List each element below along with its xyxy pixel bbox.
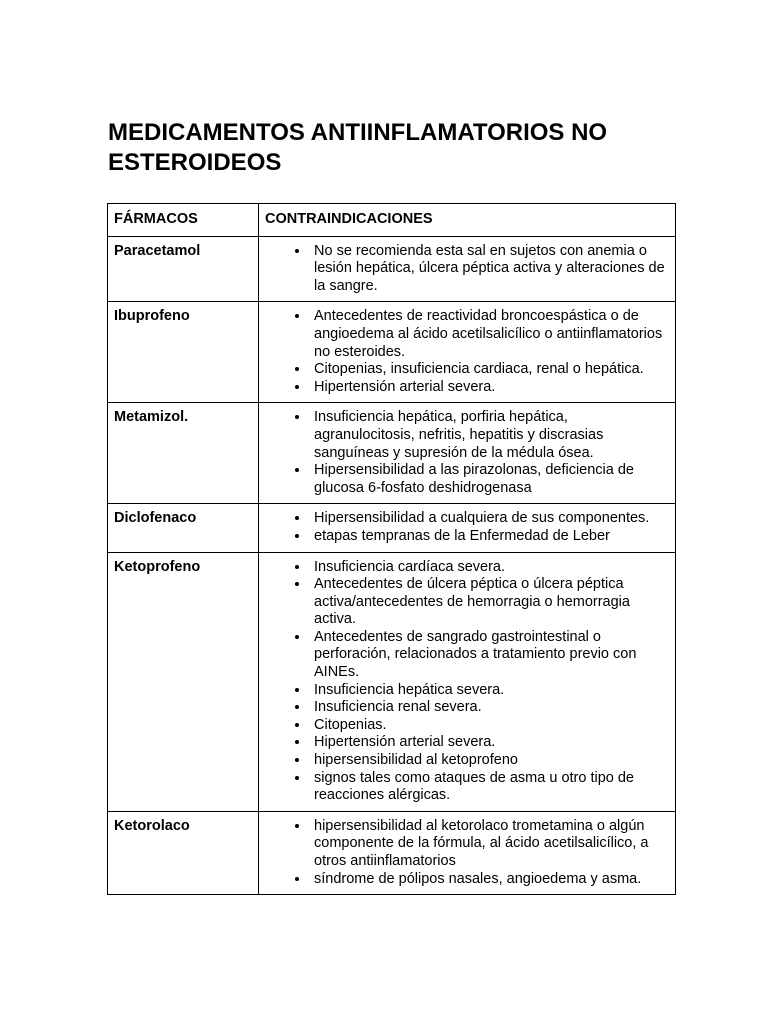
table-row <box>108 811 676 894</box>
list-item: • Insuficiencia renal severa. <box>310 699 669 717</box>
contraindications-list <box>265 409 669 497</box>
list-item: • Citopenias, insuficiencia cardiaca, renal o hepática. <box>310 361 669 379</box>
table-row <box>108 403 676 504</box>
contraindications-cell <box>259 403 676 504</box>
list-item: • Antecedentes de úlcera péptica o úlcera péptica activa/antecedentes de hemorragia o hemorragia activa. <box>310 576 669 629</box>
list-item: • No se recomienda esta sal en sujetos con anemia o lesión hepática, úlcera péptica activa y alteraciones de la sangre. <box>310 243 669 296</box>
list-item: • etapas tempranas de la Enfermedad de Leber <box>310 528 669 546</box>
header-contraindicaciones: CONTRAINDICACIONES <box>259 204 676 237</box>
table-row <box>108 504 676 552</box>
contraindications-cell <box>259 236 676 302</box>
contraindications-cell <box>259 811 676 894</box>
list-item: • Hipertensión arterial severa. <box>310 379 669 397</box>
table-row <box>108 552 676 811</box>
list-item: • Insuficiencia hepática severa. <box>310 682 669 700</box>
contraindications-cell <box>259 302 676 403</box>
table-row <box>108 236 676 302</box>
drug-name: Ibuprofeno <box>108 302 259 403</box>
list-item: • Antecedentes de sangrado gastrointestinal o perforación, relacionados a tratamiento previo con AINEs. <box>310 629 669 682</box>
drug-name: Ketorolaco <box>108 811 259 894</box>
drug-name: Ketoprofeno <box>108 552 259 811</box>
list-item: • Insuficiencia cardíaca severa. <box>310 559 669 577</box>
list-item: • signos tales como ataques de asma u otro tipo de reacciones alérgicas. <box>310 770 669 805</box>
contraindications-list <box>265 818 669 888</box>
contraindications-cell <box>259 552 676 811</box>
contraindications-list <box>265 308 669 396</box>
contraindications-cell <box>259 504 676 552</box>
list-item: • Citopenias. <box>310 717 669 735</box>
page-title: MEDICAMENTOS ANTIINFLAMATORIOS NO ESTEROIDEOS <box>108 119 608 176</box>
table-row <box>108 302 676 403</box>
contraindications-list <box>265 559 669 805</box>
contraindications-list <box>265 243 669 296</box>
list-item: • síndrome de pólipos nasales, angioedema y asma. <box>310 871 669 889</box>
list-item: • Antecedentes de reactividad broncoespástica o de angioedema al ácido acetilsalicílico o antiinflamatorios no esteroides. <box>310 308 669 361</box>
drug-name: Paracetamol <box>108 236 259 302</box>
drug-name: Diclofenaco <box>108 504 259 552</box>
contraindications-table <box>107 203 676 895</box>
list-item: • hipersensibilidad al ketoprofeno <box>310 752 669 770</box>
list-item: • Hipersensibilidad a las pirazolonas, deficiencia de glucosa 6-fosfato deshidrogenasa <box>310 462 669 497</box>
list-item: • hipersensibilidad al ketorolaco trometamina o algún componente de la fórmula, al ácido acetilsalicílico, a otros antiinflamatorios <box>310 818 669 871</box>
table-header-row <box>108 204 676 237</box>
list-item: • Hipersensibilidad a cualquiera de sus componentes. <box>310 510 669 528</box>
list-item: • Hipertensión arterial severa. <box>310 734 669 752</box>
contraindications-list <box>265 510 669 545</box>
header-farmacos: FÁRMACOS <box>108 204 259 237</box>
list-item: • Insuficiencia hepática, porfiria hepática, agranulocitosis, nefritis, hepatitis y discrasias sanguíneas y supresión de la médula ósea. <box>310 409 669 462</box>
drug-name: Metamizol. <box>108 403 259 504</box>
